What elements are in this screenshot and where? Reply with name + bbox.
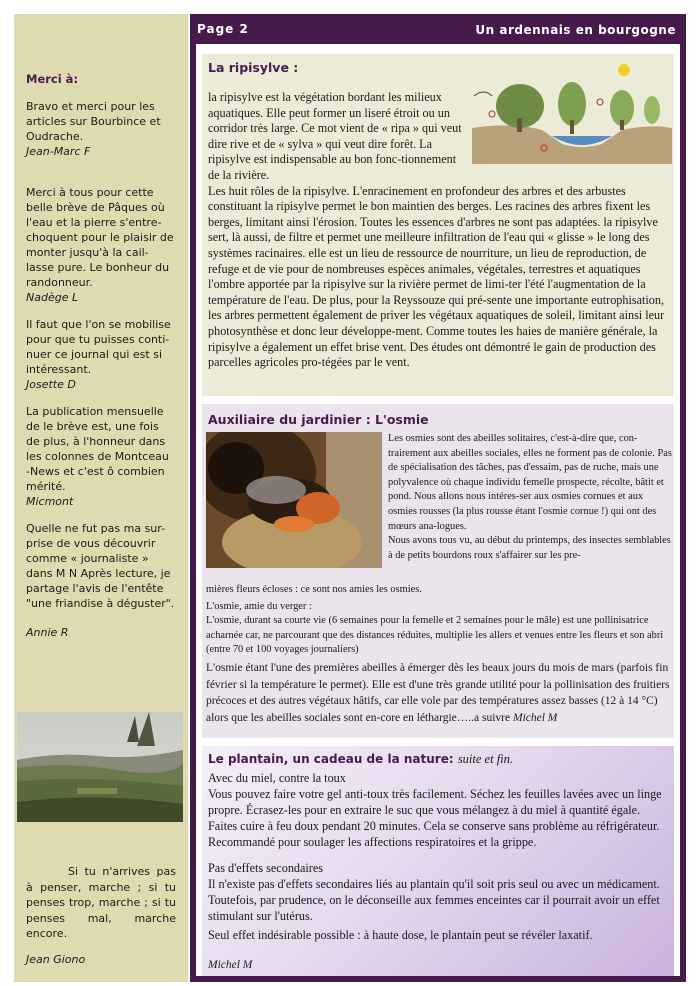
page-header (190, 14, 686, 44)
article-osmie (202, 404, 674, 738)
thanks-column (26, 72, 176, 652)
page-number: Page 2 (197, 22, 249, 36)
article-body (208, 90, 672, 371)
osmie-p5 (206, 660, 672, 726)
plantain-title: Le plantain, un cadeau de la nature: (208, 752, 454, 766)
mason-bee-photo (206, 432, 382, 568)
osmie-subheading: L'osmie, amie du verger : (206, 600, 312, 612)
osmie-continued (206, 583, 672, 726)
main-frame (190, 14, 686, 982)
osmie-intro (388, 432, 672, 563)
plantain-p3: Seul effet indésirable possible : à haute dose, le plantain peut se révéler laxatif. (208, 928, 593, 942)
newsletter-title: Un ardennais en bourgogne (475, 23, 676, 37)
osmie-p1: Les osmies sont des abeilles solitaires, c'est-à-dire que, con-trairement aux abeilles sociales, elles ne forment pas de colonie. Pas de spécialisation des tâches, pas d'essaim, pas de ruche, mais une polyvalence où chaque individu femelle prospecte, récolte, bâtit et pond. Nous allons nous intéres-ser aux osmies cornues et aux osmies rousses (la plus rousse étant l'osmie cornue !) qui ont des mœurs ana-logues. (388, 433, 672, 532)
osmie-p5-text: L'osmie étant l'une des premières abeilles à émerger dès les beaux jours du mois de mars (parfois fin février si la température le permet). Elle est d'une très grande utilité pour la pollinisation des fruitiers précoces et des autres végétaux hâtifs, car elle vole par des températures assez basses (12 à 14 °C) alors que les abeilles sociales sont en-core en léthargie…..a suivre (206, 661, 670, 724)
message-text: Merci à tous pour cette belle brève de Pâques où l'eau et la pierre s'entre-choquent pour le plaisir de monter jusqu'à la cail-lasse pure. Le bonheur du randonneur. (26, 186, 174, 289)
message-text: Quelle ne fut pas ma sur-prise de vous découvrir comme « journaliste » dans M N Après lecture, je partage l'avis de l'entête "une friandise à déguster". (26, 522, 175, 610)
osmie-signature: Michel M (513, 711, 558, 724)
plantain-subheading: Avec du miel, contre la toux (208, 771, 346, 785)
quote-text: Si tu n'arrives pas à penser, marche ; si tu penses trop, marche ; si tu penses mal, marche encore. (26, 865, 176, 940)
article-intro: la ripisylve est la végétation bordant les milieux aquatiques. Elle peut former un liseré étroit ou un corridor très large. Ce mot vient de « ripa » qui veut dire rive et de « sylva » qui veut dire forêt. La ripisylve est indispensable au bon fonc-tionnement de la rivière. (208, 90, 462, 182)
article-text: Les huit rôles de la ripisylve. L'enracinement en profondeur des arbres et des arbustes constituant la ripisylve permet le bon maintien des berges. Les racines des arbres fixent les berges, limitant ainsi l'érosion. Toutes les essences d'arbres ne sont pas adaptées. la ripisylve sert, là aussi, de filtre et permet une meilleure infiltration de l'eau qui « glisse » le long des systèmes racinaires. elle est un lieu de ressource de nourriture, un lieu de reproduction, de refuge et de vie pour de nombreuses espèces animales, végétales, terrestres et aquatiques l'ombre apportée par la ripisylve sur la rivière permet de limi-ter l'été l'augmentation de la température de l'eau. De plus, pour la Reyssouze qui pré-sente une importante eutrophisation, les arbres permettent également de priver les végétaux aquatiques de soleil, limitant ainsi leur photosynthèse et donc leur développe-ment. Comme toutes les haies de manière générale, la ripisylve a également un effet brise vent. Des études ont démontré le gain de production des parcelles agricoles pro-tégées par le vent. (208, 183, 665, 370)
landscape-photo (17, 712, 183, 822)
message-author: Nadège L (26, 291, 79, 304)
message-author: Josette D (26, 378, 76, 391)
message-text: La publication mensuelle de le brève est, une fois de plus, à l'honneur dans les colonnes de Montceau -News et c'est ô combien mérité. (26, 405, 169, 493)
reader-message (26, 521, 176, 640)
reader-message (26, 317, 176, 392)
osmie-p2b: mières fleurs écloses : ce sont nos amies les osmies. (206, 584, 422, 595)
reader-message (26, 99, 176, 159)
osmie-p4: L'osmie, durant sa courte vie (6 semaines pour la femelle et 2 semaines pour le mâle) est une pollinisatrice acharnée car, ne parcourant que des distances réduites, multiplie les allers et venues entre les fleurs et son abri (entre 70 et 100 voyages journaliers) (206, 615, 664, 656)
article-title (208, 752, 513, 767)
article-ripisylve (202, 54, 674, 396)
plantain-p2: Il n'existe pas d'effets secondaires liés au plantain qu'il soit pris seul ou avec un médicament. Toutefois, par prudence, on le déconseille aux femmes enceintes car il pourrait avoir un effet stimulant sur l'utérus. (208, 877, 660, 923)
message-author: Micmont (26, 495, 74, 508)
reader-message (26, 185, 176, 305)
message-text: Il faut que l'on se mobilise pour que tu puisses conti-nuer ce journal qui est si intéressant. (26, 318, 171, 376)
message-text: Bravo et merci pour les articles sur Bourbince et Oudrache. (26, 100, 161, 143)
article-plantain (202, 746, 674, 976)
message-author: Jean-Marc F (26, 145, 91, 158)
thanks-title: Merci à: (26, 72, 79, 86)
reader-message (26, 404, 176, 509)
quote-author: Jean Giono (26, 952, 86, 966)
plantain-subheading: Pas d'effets secondaires (208, 861, 324, 875)
article-body (208, 770, 672, 973)
plantain-p1: Vous pouvez faire votre gel anti-toux très facilement. Séchez les feuilles lavées avec un linge propre. Écrasez-les pour en extraire le suc que vous mélangez à du miel à quantité égale. Faites cuire à feu doux pendant 20 minutes. Cela se conserve sans problème au réfrigérateur. Recommandé pour soulager les affections respiratoires et la grippe. (208, 787, 662, 849)
sidebar (14, 14, 188, 982)
article-title: Auxiliaire du jardinier : L'osmie (208, 412, 429, 427)
message-author: Annie R (26, 626, 69, 639)
plantain-signature: Michel M (208, 959, 253, 971)
quote (26, 864, 176, 967)
article-title: La ripisylve : (208, 60, 299, 75)
content-area (196, 44, 680, 976)
osmie-p2a: Nous avons tous vu, au début du printemps, des insectes semblables à de petits bourdons roux s'affairer sur les pre- (388, 535, 671, 561)
plantain-title-suffix: suite et fin. (457, 752, 514, 766)
